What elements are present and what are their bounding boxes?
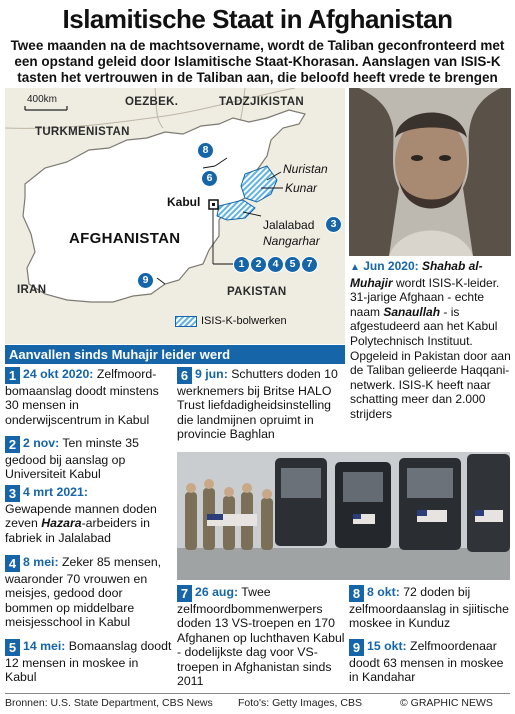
attack-date: 24 okt 2020: [23,367,94,381]
footer-photos: Foto's: Getty Images, CBS [238,697,362,709]
attack-text: Schutters doden 10 werknemers bij Britse HALO Trust liefdadigheidsinstelling die landmijnen opruimt in provincie Baghlan [177,367,338,442]
page-title: Islamitische Staat in Afghanistan [62,4,453,34]
ceremony-illustration [177,452,510,580]
footer-divider [5,693,510,694]
profile-text-1: wordt ISIS-K-leider. 31-jarige Afghaan - echte naam [350,275,500,319]
map-marker-1: 1 [233,256,250,273]
map-legend [175,315,287,327]
legend-swatch [175,316,197,327]
label-nuristan: Nuristan [283,162,328,176]
map-marker-9: 9 [137,272,154,289]
map-marker-3: 3 [325,216,342,233]
profile-caption [350,259,512,422]
map-marker-5: 5 [284,256,301,273]
profile-real-name: Sanaullah [383,304,441,319]
attack-number: 8 [349,585,364,602]
attack-number: 1 [5,367,20,384]
footer-sources: Bronnen: U.S. State Department, CBS News [5,697,213,709]
portrait-illustration [349,88,511,256]
attack-text: Twee zelfmoordbommenwerpers doden 13 VS-troepen en 170 Afghanen op luchthaven Kabul - dodelijkste dag voor VS-troepen in Afghanistan sinds 2011 [177,585,345,689]
attack-date: 15 okt: [367,639,407,653]
attack-text: Zelfmoordenaar doodt 63 mensen in moskee in Kandahar [349,639,504,685]
label-jalalabad: Jalalabad [263,218,315,232]
attack-number: 6 [177,367,192,384]
attack-date: 26 aug: [195,585,239,599]
attack-item-5 [5,639,173,685]
triangle-icon: ▲ [350,262,360,273]
scale-label: 400km [27,94,58,105]
attack-item-4 [5,555,173,630]
profile-name: Shahab al-Muhajir [350,259,483,290]
map-marker-7: 7 [301,256,318,273]
attack-text: Zeker 85 mensen, waaronder 70 vrouwen en meisjes, gedood door bommen op middelbare meisjesschool in Kabul [5,555,162,630]
attack-number: 2 [5,436,20,453]
attack-item-8 [349,585,511,631]
attack-number: 7 [177,585,192,602]
attack-text-a: Gewapende mannen doden zeven [5,502,157,531]
afghanistan-map [5,88,345,344]
attack-text: Bomaanslag doodt 12 mensen in moskee in Kabul [5,639,172,685]
attack-number: 3 [5,485,20,502]
label-iran: IRAN [17,284,47,296]
page-subtitle: Twee maanden na de machtsovername, wordt de Taliban geconfronteerd met een opstand geleid door Islamitische Staat-Khorasan. Aanslagen van ISIS-K tasten het vertrouwen in de Taliban aan, die beloofd heeft vrede te brengen [10,38,505,85]
attack-date: 8 okt: [367,585,400,599]
attack-item-2 [5,436,173,482]
profile-date: Jun 2020: [363,259,419,273]
attack-item-7 [177,585,345,688]
label-oezbek: OEZBEK. [125,96,179,108]
attack-item-9 [349,639,511,685]
label-afghanistan: AFGHANISTAN [69,230,181,247]
map-marker-6: 6 [201,170,218,187]
portrait-photo [349,88,511,256]
label-kunar: Kunar [285,181,318,195]
attack-date: 14 mei: [23,639,66,653]
label-kabul: Kabul [167,195,201,209]
map-marker-2: 2 [250,256,267,273]
label-pakistan: PAKISTAN [227,286,287,298]
attack-item-3 [5,485,173,545]
label-nangarhar: Nangarhar [263,234,320,248]
footer-credit: © GRAPHIC NEWS [400,697,493,709]
attack-text-b: -arbeiders in fabriek in Jalalabad [5,516,150,545]
attack-number: 5 [5,639,20,656]
profile-text-2: - is afgestudeerd aan het Kabul Polytechnisch Instituut. Opgeleid in Pakistan door aan de Taliban gelieerde Haqqani-netwerk. ISIS-K heeft naar schatting meer dan 2.000 strijders [350,304,511,421]
attack-text: Zelfmoord-bomaanslag doodt minstens 30 mensen in onderwijscentrum in Kabul [5,367,159,427]
map-marker-4: 4 [267,256,284,273]
legend-label: ISIS-K-bolwerken [201,315,287,327]
attack-number: 4 [5,555,20,572]
map-marker-8: 8 [197,142,214,159]
attack-text: 72 doden bij zelfmoordaanslag in sjiitische moskee in Kunduz [349,585,509,631]
ceremony-photo [177,452,510,580]
attack-hazara: Hazara [41,516,82,531]
attack-date: 4 mrt 2021: [23,485,88,499]
attack-text: Ten minste 35 gedood bij aanslag op Universiteit Kabul [5,436,139,482]
attack-number: 9 [349,639,364,656]
label-tadzjikistan: TADZJIKISTAN [219,96,304,108]
attack-item-6 [177,367,345,442]
attack-item-1 [5,367,173,427]
label-turkmenistan: TURKMENISTAN [35,126,130,138]
attack-date: 2 nov: [23,436,60,450]
attacks-header: Aanvallen sinds Muhajir leider werd [5,345,345,364]
attack-date: 8 mei: [23,555,59,569]
attack-date: 9 jun: [195,367,228,381]
